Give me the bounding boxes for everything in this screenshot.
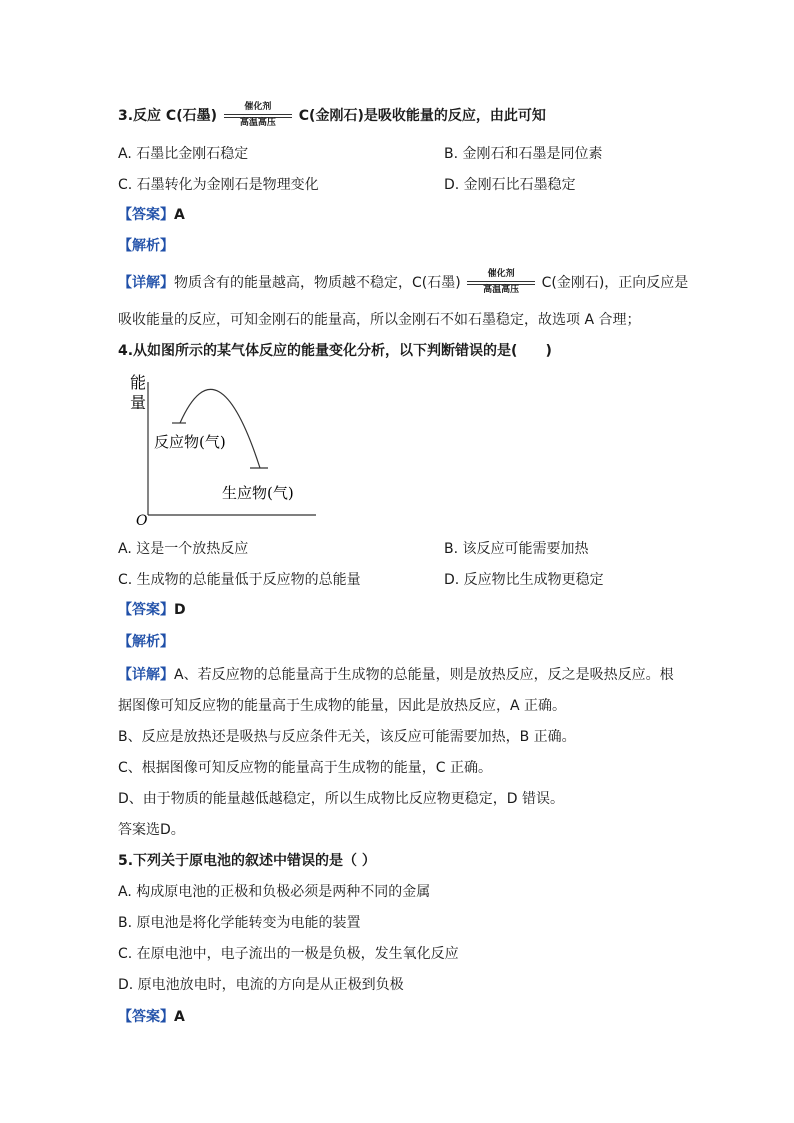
q3-analysis-tag: 【解析】 [118, 238, 174, 254]
q4-option-a: A. 这是一个放热反应 [118, 541, 249, 557]
q3-detail-line-1 [118, 269, 689, 295]
q3-stem [118, 102, 546, 128]
q3-condition-label: 高温高压 [239, 118, 276, 128]
q4-answer [118, 600, 186, 620]
q3-option-d: D. 金刚石比石墨稳定 [444, 177, 576, 193]
answer-value: D [174, 602, 186, 618]
q4-energy-diagram [118, 368, 328, 528]
q3-stem-prefix: 3.反应 C(石墨) [118, 108, 218, 124]
q4-detail-line-5: D、由于物质的能量越低越稳定，所以生成物比反应物更稳定，D 错误。 [118, 791, 565, 807]
q4-stem: 4.从如图所示的某气体反应的能量变化分析，以下判断错误的是( ) [118, 343, 552, 359]
y-axis-label-2: 量 [130, 393, 147, 412]
q3-option-a: A. 石墨比金刚石稳定 [118, 146, 249, 162]
answer-value: A [174, 207, 185, 223]
q4-detail-line-2: 据图像可知反应物的能量高于生成物的能量，因此是放热反应，A 正确。 [118, 698, 567, 714]
origin-label: O [136, 513, 148, 528]
q3-catalyst-label: 催化剂 [244, 102, 272, 112]
q3-option-b: B. 金刚石和石墨是同位素 [444, 146, 603, 162]
q5-stem: 5.下列关于原电池的叙述中错误的是（ ） [118, 853, 376, 869]
q3-detail-text-b: C(金刚石)，正向反应是 [541, 275, 689, 291]
q5-option-a: A. 构成原电池的正极和负极必须是两种不同的金属 [118, 884, 431, 900]
q3-detail-line-2: 吸收能量的反应，可知金刚石的能量高，所以金刚石不如石墨稳定，故选项 A 合理； [118, 312, 641, 328]
q3-detail-condition-label: 高温高压 [483, 285, 520, 295]
answer-tag: 【答案】 [118, 1009, 174, 1025]
q5-option-d: D. 原电池放电时，电流的方向是从正极到负极 [118, 977, 404, 993]
reactant-label: 反应物(气) [154, 433, 226, 451]
y-axis-label-1: 能 [130, 373, 147, 392]
q3-detail-text-a: 物质含有的能量越高，物质越不稳定，C(石墨) [174, 275, 461, 291]
q5-answer [118, 1007, 185, 1027]
q3-answer [118, 205, 185, 225]
answer-tag: 【答案】 [118, 602, 174, 618]
q4-option-b: B. 该反应可能需要加热 [444, 541, 589, 557]
q5-option-c: C. 在原电池中，电子流出的一极是负极，发生氧化反应 [118, 946, 459, 962]
q3-stem-suffix: C(金刚石)是吸收能量的反应，由此可知 [298, 108, 546, 124]
answer-tag: 【答案】 [118, 207, 174, 223]
q3-option-c: C. 石墨转化为金刚石是物理变化 [118, 177, 319, 193]
q4-detail-line-3: B、反应是放热还是吸热与反应条件无关，该反应可能需要加热，B 正确。 [118, 729, 576, 745]
q4-analysis-tag: 【解析】 [118, 634, 174, 650]
answer-value: A [174, 1009, 185, 1025]
detail-tag: 【详解】 [118, 667, 174, 683]
detail-tag: 【详解】 [118, 275, 174, 291]
q4-detail-text-1: A、若反应物的总能量高于生成物的总能量，则是放热反应，反之是吸热反应。根 [174, 667, 674, 683]
q3-equilibrium-arrow [222, 102, 294, 128]
q4-option-c: C. 生成物的总能量低于反应物的总能量 [118, 572, 361, 588]
q4-option-d: D. 反应物比生成物更稳定 [444, 572, 604, 588]
q5-option-b: B. 原电池是将化学能转变为电能的装置 [118, 915, 361, 931]
q4-detail-line-4: C、根据图像可知反应物的能量高于生成物的能量，C 正确。 [118, 760, 492, 776]
q4-detail-line-1 [118, 665, 674, 685]
q4-conclusion: 答案选D。 [118, 822, 185, 838]
q3-detail-equilibrium-arrow [465, 269, 537, 295]
product-label: 生应物(气) [222, 484, 294, 502]
energy-curve [180, 389, 260, 468]
q3-detail-catalyst-label: 催化剂 [487, 269, 515, 279]
